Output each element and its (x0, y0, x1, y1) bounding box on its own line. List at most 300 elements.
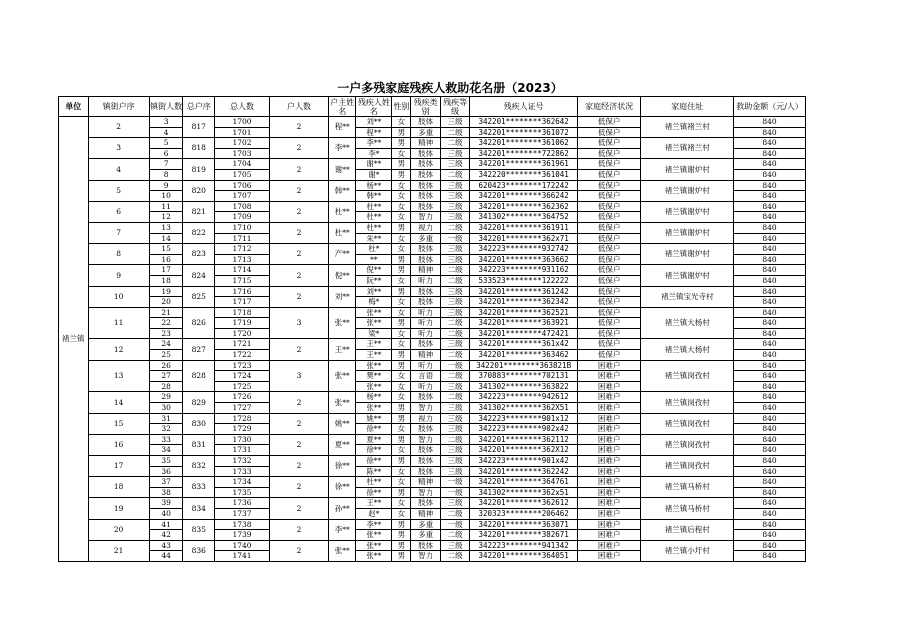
head-name: 李** (329, 138, 356, 159)
total-house-seq: 822 (183, 222, 215, 243)
member-name: 夏** (356, 434, 392, 445)
aid-amount: 840 (734, 434, 806, 445)
header-economy: 家庭经济状况 (577, 97, 640, 117)
member-name: 程** (356, 127, 392, 138)
disability-type: 多重 (411, 127, 441, 138)
member-gender: 男 (392, 551, 411, 562)
member-gender: 女 (392, 233, 411, 244)
person-seq: 5 (149, 138, 183, 149)
member-name: 张** (356, 360, 392, 371)
disability-level: 二级 (440, 127, 470, 138)
disability-id: 342223********932742 (470, 244, 578, 255)
household-size: 2 (269, 540, 328, 561)
aid-amount: 840 (734, 530, 806, 541)
total-person-seq: 1740 (215, 540, 270, 551)
disability-level: 三级 (440, 339, 470, 350)
total-person-seq: 1703 (215, 148, 270, 159)
disability-id: 342201********362342 (470, 297, 578, 308)
disability-id: 342223********901x12 (470, 413, 578, 424)
person-seq: 22 (149, 318, 183, 329)
member-name: 杨** (356, 180, 392, 191)
aid-amount: 840 (734, 297, 806, 308)
household-address: 褚兰镇谢炉村 (641, 265, 734, 286)
total-person-seq: 1713 (215, 254, 270, 265)
head-name: 刘** (329, 286, 356, 307)
aid-amount: 840 (734, 508, 806, 519)
disability-level: 三级 (440, 212, 470, 223)
person-seq: 23 (149, 328, 183, 339)
household-seq: 18 (88, 477, 149, 498)
person-seq: 21 (149, 307, 183, 318)
member-name: 杜* (356, 244, 392, 255)
economy-status: 困难户 (577, 424, 640, 435)
household-seq: 17 (88, 456, 149, 477)
head-name: 产** (329, 244, 356, 265)
disability-id: 341302********363822 (470, 381, 578, 392)
member-gender: 女 (392, 424, 411, 435)
aid-amount: 840 (734, 381, 806, 392)
total-person-seq: 1721 (215, 339, 270, 350)
table-row (59, 360, 806, 371)
total-person-seq: 1734 (215, 477, 270, 488)
member-gender: 女 (392, 498, 411, 509)
disability-level: 三级 (440, 286, 470, 297)
household-size: 2 (269, 339, 328, 360)
economy-status: 低保户 (577, 117, 640, 128)
economy-status: 低保户 (577, 148, 640, 159)
disability-level: 三级 (440, 159, 470, 170)
disability-type: 言语 (411, 371, 441, 382)
disability-id: 342201********472421 (470, 328, 578, 339)
disability-id: 342223********901x42 (470, 456, 578, 467)
household-address: 褚兰镇岗孜村 (641, 456, 734, 477)
disability-level: 三级 (440, 254, 470, 265)
disability-level: 三级 (440, 403, 470, 414)
disability-id: 342223********931162 (470, 265, 578, 276)
person-seq: 26 (149, 360, 183, 371)
aid-amount: 840 (734, 265, 806, 276)
disability-level: 二级 (440, 138, 470, 149)
member-gender: 女 (392, 212, 411, 223)
head-name: 王** (329, 339, 356, 360)
person-seq: 20 (149, 297, 183, 308)
member-gender: 女 (392, 445, 411, 456)
disability-level: 三级 (440, 191, 470, 202)
disability-type: 听力 (411, 381, 441, 392)
disability-type: 肢体 (411, 392, 441, 403)
aid-amount: 840 (734, 180, 806, 191)
aid-amount: 840 (734, 286, 806, 297)
member-gender: 男 (392, 519, 411, 530)
member-gender: 女 (392, 477, 411, 488)
total-person-seq: 1738 (215, 519, 270, 530)
table-row (59, 244, 806, 255)
member-name: 姚** (356, 413, 392, 424)
person-seq: 10 (149, 191, 183, 202)
aid-amount: 840 (734, 466, 806, 477)
table-row (59, 456, 806, 467)
member-gender: 男 (392, 222, 411, 233)
person-seq: 4 (149, 127, 183, 138)
total-house-seq: 823 (183, 244, 215, 265)
household-address: 褚兰镇褚兰村 (641, 117, 734, 138)
member-name: 李** (356, 519, 392, 530)
total-person-seq: 1731 (215, 445, 270, 456)
disability-level: 一级 (440, 477, 470, 488)
household-address: 褚兰镇马桥村 (641, 477, 734, 498)
head-name: 韩** (329, 180, 356, 201)
household-size: 2 (269, 519, 328, 540)
total-person-seq: 1720 (215, 328, 270, 339)
person-seq: 44 (149, 551, 183, 562)
total-person-seq: 1727 (215, 403, 270, 414)
total-house-seq: 834 (183, 498, 215, 519)
disability-type: 听力 (411, 307, 441, 318)
total-house-seq: 818 (183, 138, 215, 159)
total-house-seq: 826 (183, 307, 215, 339)
disability-level: 三级 (440, 456, 470, 467)
member-name: 倪** (356, 265, 392, 276)
economy-status: 困难户 (577, 403, 640, 414)
person-seq: 15 (149, 244, 183, 255)
total-person-seq: 1722 (215, 350, 270, 361)
disability-type: 肢体 (411, 466, 441, 477)
aid-amount: 840 (734, 201, 806, 212)
person-seq: 41 (149, 519, 183, 530)
household-size: 2 (269, 434, 328, 455)
person-seq: 16 (149, 254, 183, 265)
economy-status: 困难户 (577, 540, 640, 551)
head-name: 杜** (329, 201, 356, 222)
person-seq: 30 (149, 403, 183, 414)
disability-type: 多重 (411, 519, 441, 530)
economy-status: 低保户 (577, 328, 640, 339)
disability-type: 听力 (411, 275, 441, 286)
economy-status: 困难户 (577, 508, 640, 519)
aid-amount: 840 (734, 350, 806, 361)
total-person-seq: 1701 (215, 127, 270, 138)
disability-type: 智力 (411, 212, 441, 223)
total-person-seq: 1712 (215, 244, 270, 255)
economy-status: 低保户 (577, 222, 640, 233)
aid-amount: 840 (734, 275, 806, 286)
member-gender: 女 (392, 328, 411, 339)
household-address: 褚兰镇马桥村 (641, 498, 734, 519)
member-name: 张** (356, 381, 392, 392)
head-name: 张** (329, 540, 356, 561)
member-gender: 女 (392, 201, 411, 212)
head-name: 姚** (329, 413, 356, 434)
member-gender: 男 (392, 456, 411, 467)
disability-id: 342201********361062 (470, 138, 578, 149)
disability-id: 342201********363821B (470, 360, 578, 371)
disability-type: 肢体 (411, 191, 441, 202)
household-address: 褚兰镇岗孜村 (641, 392, 734, 413)
household-seq: 19 (88, 498, 149, 519)
person-seq: 6 (149, 148, 183, 159)
roster-body (59, 117, 806, 562)
table-row (59, 265, 806, 276)
person-seq: 34 (149, 445, 183, 456)
head-name: 孙** (329, 498, 356, 519)
person-seq: 11 (149, 201, 183, 212)
member-name: 李* (356, 148, 392, 159)
disability-type: 肢体 (411, 286, 441, 297)
header-unit: 单位 (59, 97, 89, 117)
disability-id: 533523********122222 (470, 275, 578, 286)
disability-id: 341302********362x51 (470, 487, 578, 498)
household-seq: 4 (88, 159, 149, 180)
member-gender: 男 (392, 286, 411, 297)
member-name: 赵* (356, 508, 392, 519)
disability-id: 342201********364761 (470, 477, 578, 488)
person-seq: 3 (149, 117, 183, 128)
total-person-seq: 1714 (215, 265, 270, 276)
economy-status: 低保户 (577, 127, 640, 138)
disability-level: 三级 (440, 244, 470, 255)
head-name: 徐** (329, 477, 356, 498)
disability-type: 精神 (411, 265, 441, 276)
person-seq: 13 (149, 222, 183, 233)
header-street-person-seq: 镇街人数 (149, 97, 183, 117)
aid-amount: 840 (734, 477, 806, 488)
disability-level: 二级 (440, 434, 470, 445)
roster-table (58, 96, 806, 562)
disability-type: 视力 (411, 413, 441, 424)
household-address: 褚兰镇谢炉村 (641, 159, 734, 180)
person-seq: 40 (149, 508, 183, 519)
member-gender: 男 (392, 127, 411, 138)
aid-amount: 840 (734, 307, 806, 318)
member-name: 张** (356, 540, 392, 551)
disability-level: 三级 (440, 413, 470, 424)
total-house-seq: 829 (183, 392, 215, 413)
member-name: 梅* (356, 297, 392, 308)
aid-amount: 840 (734, 487, 806, 498)
disability-level: 三级 (440, 307, 470, 318)
table-row (59, 286, 806, 297)
household-seq: 10 (88, 286, 149, 307)
aid-amount: 840 (734, 127, 806, 138)
header-id-no: 残疾人证号 (470, 97, 578, 117)
economy-status: 困难户 (577, 551, 640, 562)
disability-level: 二级 (440, 350, 470, 361)
economy-status: 低保户 (577, 138, 640, 149)
member-name: 王** (356, 350, 392, 361)
table-row (59, 339, 806, 350)
disability-level: 二级 (440, 392, 470, 403)
member-gender: 男 (392, 540, 411, 551)
economy-status: 低保户 (577, 212, 640, 223)
household-size: 2 (269, 244, 328, 265)
household-seq: 5 (88, 180, 149, 201)
table-row (59, 201, 806, 212)
household-address: 褚兰镇岗孜村 (641, 413, 734, 434)
total-person-seq: 1705 (215, 169, 270, 180)
economy-status: 低保户 (577, 339, 640, 350)
total-person-seq: 1741 (215, 551, 270, 562)
disability-type: 肢体 (411, 159, 441, 170)
household-address: 褚兰镇岗孜村 (641, 360, 734, 392)
aid-amount: 840 (734, 169, 806, 180)
member-name: 樊** (356, 371, 392, 382)
aid-amount: 840 (734, 498, 806, 509)
disability-id: 342201********363921 (470, 318, 578, 329)
member-gender: 男 (392, 530, 411, 541)
head-name: 徐** (329, 456, 356, 477)
person-seq: 18 (149, 275, 183, 286)
person-seq: 28 (149, 381, 183, 392)
member-name: 杜** (356, 201, 392, 212)
member-gender: 女 (392, 381, 411, 392)
person-seq: 38 (149, 487, 183, 498)
table-row (59, 180, 806, 191)
member-name: 杜** (356, 222, 392, 233)
total-person-seq: 1718 (215, 307, 270, 318)
person-seq: 17 (149, 265, 183, 276)
disability-type: 肢体 (411, 201, 441, 212)
disability-level: 二级 (440, 371, 470, 382)
disability-id: 342201********361961 (470, 159, 578, 170)
table-row (59, 413, 806, 424)
disability-level: 一级 (440, 519, 470, 530)
household-size: 2 (269, 392, 328, 413)
household-address: 褚兰镇大杨村 (641, 307, 734, 339)
total-person-seq: 1729 (215, 424, 270, 435)
total-house-seq: 830 (183, 413, 215, 434)
member-name: 谢** (356, 159, 392, 170)
household-size: 2 (269, 117, 328, 138)
disability-type: 智力 (411, 403, 441, 414)
member-name: 徐** (356, 456, 392, 467)
total-person-seq: 1737 (215, 508, 270, 519)
person-seq: 12 (149, 212, 183, 223)
aid-amount: 840 (734, 339, 806, 350)
member-name: 李** (356, 138, 392, 149)
total-person-seq: 1715 (215, 275, 270, 286)
total-person-seq: 1704 (215, 159, 270, 170)
economy-status: 低保户 (577, 297, 640, 308)
disability-type: 肢体 (411, 148, 441, 159)
household-size: 2 (269, 413, 328, 434)
disability-type: 肢体 (411, 244, 441, 255)
aid-amount: 840 (734, 148, 806, 159)
household-size: 2 (269, 265, 328, 286)
person-seq: 25 (149, 350, 183, 361)
disability-id: 342201********363071 (470, 519, 578, 530)
disability-level: 三级 (440, 381, 470, 392)
household-address: 褚兰镇谢炉村 (641, 201, 734, 222)
member-name: 谢* (356, 169, 392, 180)
member-name: 阮** (356, 275, 392, 286)
total-house-seq: 831 (183, 434, 215, 455)
member-name: 朱** (356, 233, 392, 244)
member-name: 刘** (356, 117, 392, 128)
disability-type: 多重 (411, 530, 441, 541)
disability-level: 一级 (440, 233, 470, 244)
total-person-seq: 1716 (215, 286, 270, 297)
head-name: 谢** (329, 159, 356, 180)
total-person-seq: 1733 (215, 466, 270, 477)
aid-amount: 840 (734, 244, 806, 255)
economy-status: 低保户 (577, 169, 640, 180)
total-person-seq: 1711 (215, 233, 270, 244)
disability-id: 342201********362642 (470, 117, 578, 128)
disability-id: 342201********364051 (470, 551, 578, 562)
table-row (59, 434, 806, 445)
header-dis-level: 残疾等级 (440, 97, 470, 117)
table-row (59, 159, 806, 170)
head-name: 李** (329, 519, 356, 540)
household-address: 褚兰镇大杨村 (641, 339, 734, 360)
disability-id: 341302********364752 (470, 212, 578, 223)
disability-level: 三级 (440, 424, 470, 435)
header-total-house-seq: 总户序 (183, 97, 215, 117)
economy-status: 低保户 (577, 286, 640, 297)
household-size: 2 (269, 222, 328, 243)
table-row (59, 222, 806, 233)
person-seq: 36 (149, 466, 183, 477)
table-row (59, 519, 806, 530)
household-seq: 8 (88, 244, 149, 265)
disability-id: 342201********722862 (470, 148, 578, 159)
household-address: 褚兰镇小圩村 (641, 540, 734, 561)
total-person-seq: 1726 (215, 392, 270, 403)
household-seq: 20 (88, 519, 149, 540)
total-person-seq: 1730 (215, 434, 270, 445)
economy-status: 困难户 (577, 360, 640, 371)
disability-level: 三级 (440, 540, 470, 551)
member-gender: 女 (392, 244, 411, 255)
disability-id: 342201********361072 (470, 127, 578, 138)
total-person-seq: 1719 (215, 318, 270, 329)
disability-type: 智力 (411, 434, 441, 445)
member-gender: 女 (392, 191, 411, 202)
member-name: 陈** (356, 466, 392, 477)
member-gender: 男 (392, 169, 411, 180)
disability-level: 三级 (440, 466, 470, 477)
aid-amount: 840 (734, 117, 806, 128)
aid-amount: 840 (734, 424, 806, 435)
household-seq: 16 (88, 434, 149, 455)
person-seq: 33 (149, 434, 183, 445)
aid-amount: 840 (734, 191, 806, 202)
economy-status: 困难户 (577, 498, 640, 509)
table-row (59, 540, 806, 551)
table-row (59, 307, 806, 318)
household-size: 2 (269, 456, 328, 477)
disability-type: 听力 (411, 318, 441, 329)
disability-type: 肢体 (411, 180, 441, 191)
person-seq: 7 (149, 159, 183, 170)
disability-type: 精神 (411, 138, 441, 149)
total-house-seq: 835 (183, 519, 215, 540)
household-size: 2 (269, 477, 328, 498)
total-house-seq: 817 (183, 117, 215, 138)
disability-level: 三级 (440, 498, 470, 509)
member-gender: 女 (392, 508, 411, 519)
disability-id: 342201********361242 (470, 286, 578, 297)
member-name: 韩** (356, 191, 392, 202)
disability-id: 342201********363462 (470, 350, 578, 361)
household-size: 2 (269, 180, 328, 201)
member-name: 徐** (356, 445, 392, 456)
member-name: 杜** (356, 212, 392, 223)
household-seq: 21 (88, 540, 149, 561)
member-name: 张** (356, 551, 392, 562)
disability-type: 精神 (411, 508, 441, 519)
economy-status: 低保户 (577, 307, 640, 318)
